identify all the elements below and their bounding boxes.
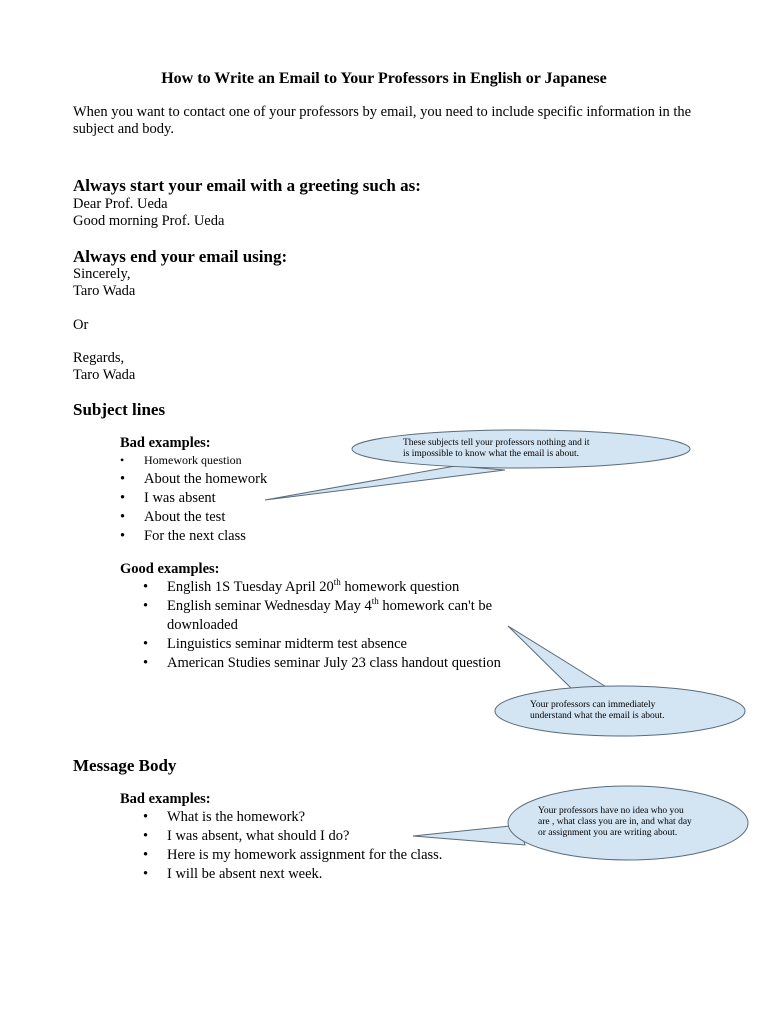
list-item: • Linguistics seminar midterm test absence: [143, 635, 501, 654]
intro-paragraph: When you want to contact one of your professors by email, you need to include specific information in the subject and body.: [73, 104, 692, 137]
callout-good-subject-text: Your professors can immediately understand what the email is about.: [530, 700, 665, 721]
closing-heading: Always end your email using:: [73, 247, 288, 266]
closing-line: Taro Wada: [73, 367, 136, 383]
callout-bad-subject-text: These subjects tell your professors nothing and it is impossible to know what the email is about.: [403, 438, 590, 459]
closing-line: Taro Wada: [73, 283, 136, 299]
list-item: • About the homework: [120, 470, 267, 489]
list-item: • What is the homework?: [143, 808, 442, 827]
list-item: • English 1S Tuesday April 20th homework question: [143, 578, 501, 597]
greeting-heading: Always start your email with a greeting such as:: [73, 176, 421, 195]
greeting-line: Dear Prof. Ueda: [73, 196, 168, 212]
list-item: • American Studies seminar July 23 class handout question: [143, 654, 501, 673]
subject-bad-label: Bad examples:: [120, 435, 211, 451]
list-item: • I was absent: [120, 489, 267, 508]
list-item: • Homework question: [120, 451, 267, 470]
list-item: • I will be absent next week.: [143, 865, 442, 884]
closing-line: Sincerely,: [73, 266, 131, 282]
page-title: How to Write an Email to Your Professors in English or Japanese: [161, 70, 607, 87]
closing-line: Regards,: [73, 350, 125, 366]
list-item: • Here is my homework assignment for the class.: [143, 846, 442, 865]
closing-or: Or: [73, 317, 89, 333]
subject-good-label: Good examples:: [120, 561, 220, 577]
list-item: • For the next class: [120, 527, 267, 546]
list-item: • About the test: [120, 508, 267, 527]
message-body-heading: Message Body: [73, 756, 177, 775]
greeting-line: Good morning Prof. Ueda: [73, 213, 225, 229]
subject-lines-heading: Subject lines: [73, 400, 166, 419]
list-item: • I was absent, what should I do?: [143, 827, 442, 846]
list-item: • English seminar Wednesday May 4th homework can't be downloaded: [143, 597, 501, 635]
callout-bad-body-text: Your professors have no idea who you are , what class you are in, and what day or assignment you are writing about.: [538, 806, 692, 838]
body-bad-label: Bad examples:: [120, 791, 211, 807]
